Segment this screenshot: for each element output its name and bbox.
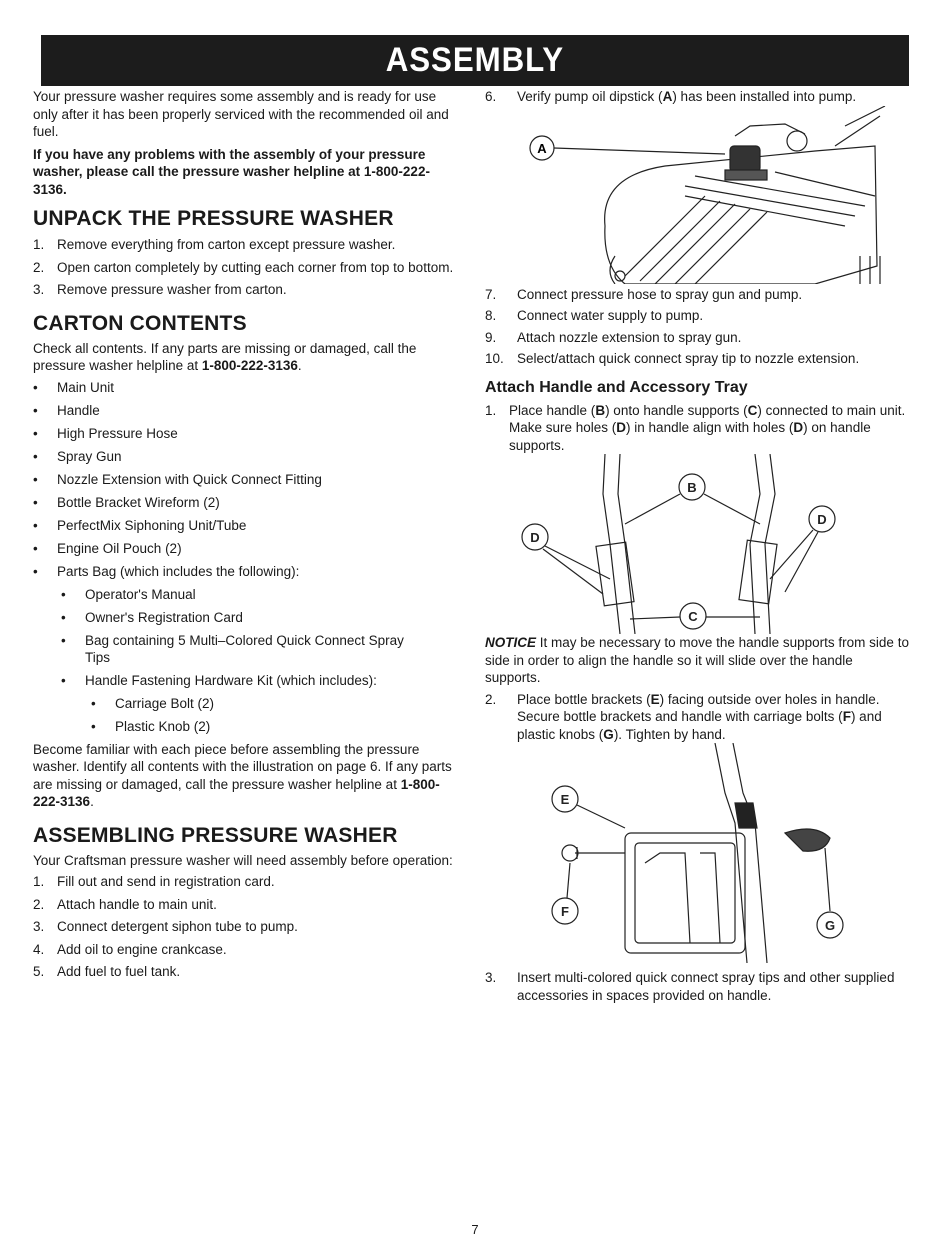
left-column [33,88,463,981]
list-item: 1. Place handle (B) onto handle supports (C) connected to main unit. Make sure holes (D) in handle align with holes (D) on handle supports. [485,402,906,453]
handle-step-2 [485,691,910,744]
carton-intro: Check all contents. If any parts are missing or damaged, call the pressure washer helpline at 1-800-222-3136. [33,340,417,373]
banner-title: ASSEMBLY [385,41,565,79]
list-item: 2. Open carton completely by cutting each corner from top to bottom. [33,259,454,275]
callout-d-label: D [530,530,540,545]
list-item: 3. Remove pressure washer from carton. [33,282,287,297]
carton-items [33,379,463,736]
callout-a-label: A [537,140,547,156]
list-item: 8. Connect water supply to pump. [485,308,704,323]
helpline-number: 1-800-222-3136 [33,776,440,809]
list-item: 3. Connect detergent siphon tube to pump. [33,919,298,934]
pump-step [485,88,910,106]
carton-heading: CARTON CONTENTS [33,311,247,335]
callout-g-label: G [824,918,836,933]
list-item: 1. Fill out and send in registration card. [33,874,275,889]
list-item: 10. Select/attach quick connect spray tip to nozzle extension. [485,351,860,366]
helpline-warning: If you have any problems with the assembly of your pressure washer, please call the pressure washer helpline at 1-800-222-3136. [33,146,430,197]
list-item: • Main Unit [33,379,115,395]
bottle-bracket-figure [485,743,895,965]
connection-steps [485,286,910,368]
list-item: 6. Verify pump oil dipstick (A) has been installed into pump. [485,89,857,104]
callout-c-label: C [688,609,698,624]
carton-outro: Become familiar with each piece before assembling the pressure washer. Identify all contents with the illustration on page 6. If any parts are missing or damaged, call the pressure washer helpline at 1-800-222-3136. [33,741,452,809]
handle-figure [485,454,895,634]
list-item: 2. Place bottle brackets (E) facing outside over holes in handle. Secure bottle brackets and handle with carriage bolts (F) and plastic knobs (G). Tighten by hand. [485,691,882,742]
assembling-steps [33,873,463,981]
list-item: • Owner's Registration Card [61,609,243,625]
handle-step-3 [485,969,910,1004]
handle-step-1 [485,402,910,455]
notice-paragraph: NOTICE It may be necessary to move the handle supports from side to side in order to align the handle so it will slide over the handle supports. [485,635,909,685]
callout-b-label: B [687,480,697,495]
list-item: • Engine Oil Pouch (2) [33,540,182,556]
callout-a-leader [554,148,725,154]
unpack-heading: UNPACK THE PRESSURE WASHER [33,207,394,230]
pump-dipstick-figure [485,106,895,284]
callout-e-label: E [560,792,570,807]
list-item: 3. Insert multi-colored quick connect spray tips and other supplied accessories in spaces provided on handle. [485,970,895,1003]
list-item: • Bag containing 5 Multi–Colored Quick Connect Spray Tips [61,632,404,665]
list-item: • Operator's Manual [61,586,196,602]
list-item: • Carriage Bolt (2) [91,696,215,711]
list-item: • Handle [33,402,100,418]
handle-heading: Attach Handle and Accessory Tray [485,378,748,396]
list-item: 5. Add fuel to fuel tank. [33,964,181,979]
list-item: • High Pressure Hose [33,425,178,441]
list-item: • Plastic Knob (2) [91,719,211,734]
list-item: 9. Attach nozzle extension to spray gun. [485,329,742,345]
list-item: • Spray Gun [33,448,122,464]
list-item: 4. Add oil to engine crankcase. [33,941,227,957]
page-number: 7 [471,1222,479,1237]
list-item: 2. Attach handle to main unit. [33,896,217,912]
list-item: 7. Connect pressure hose to spray gun and pump. [485,286,803,302]
callout-f-label: F [561,904,569,919]
list-item: • PerfectMix Siphoning Unit/Tube [33,517,247,533]
unpack-steps [33,236,463,299]
right-column [485,88,910,1004]
callout-d-label: D [817,512,827,527]
list-item: • Bottle Bracket Wireform (2) [33,494,220,510]
list-item: • Parts Bag (which includes the following): [33,563,300,579]
list-item: 1. Remove everything from carton except pressure washer. [33,237,396,252]
notice-label: NOTICE [485,635,537,650]
section-banner [41,35,909,86]
list-item: • Nozzle Extension with Quick Connect Fitting [33,471,322,487]
intro-text: Your pressure washer requires some assembly and is ready for use only after it has been properly serviced with the recommended oil and fuel. [33,89,449,139]
assembling-intro: Your Craftsman pressure washer will need assembly before operation: [33,852,453,868]
list-item: • Handle Fastening Hardware Kit (which includes): [61,673,377,688]
helpline-number: 1-800-222-3136 [201,358,298,373]
assembling-heading: ASSEMBLING PRESSURE WASHER [33,823,398,847]
